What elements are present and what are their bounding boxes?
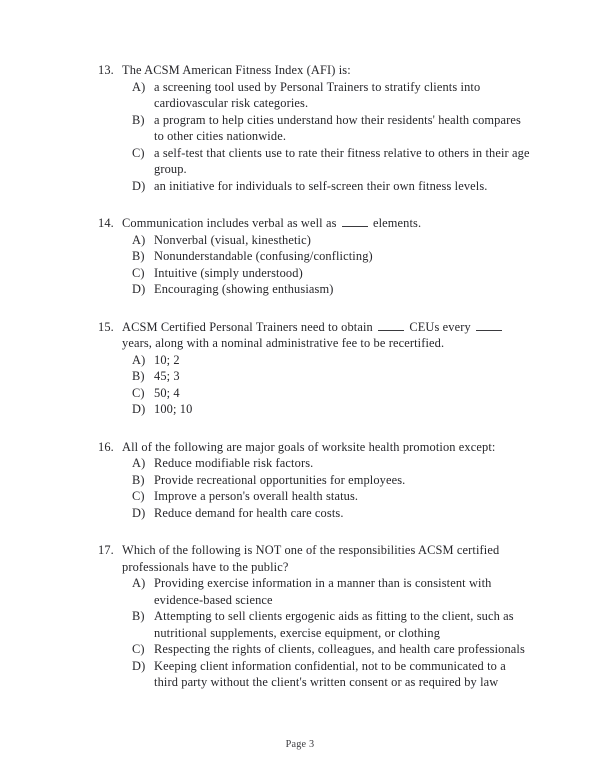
option-letter: A) — [132, 232, 146, 247]
option-letter: C) — [132, 385, 145, 400]
option-item[interactable] — [98, 608, 534, 641]
option-item[interactable] — [98, 658, 534, 691]
option-text: Provide recreational opportunities for employees. — [154, 472, 406, 487]
question-text — [122, 215, 534, 232]
option-item[interactable] — [98, 575, 534, 608]
option-item[interactable] — [98, 281, 534, 298]
option-text: Respecting the rights of clients, colleagues, and health care professionals — [154, 642, 525, 656]
question-number: 14. — [98, 216, 114, 230]
option-letter: B) — [132, 369, 145, 383]
option-text: 50; 4 — [154, 385, 180, 400]
option-text: 100; 10 — [154, 402, 193, 416]
stem-part: elements. — [369, 216, 422, 230]
question-item — [98, 542, 534, 691]
stem-part: Communication includes verbal as well as — [122, 216, 340, 230]
option-letter: A) — [132, 456, 146, 470]
option-text: Improve a person's overall health status. — [154, 489, 359, 503]
option-letter: B) — [132, 112, 145, 127]
question-number: 15. — [98, 319, 114, 334]
question-item — [98, 439, 534, 522]
question-text — [122, 319, 534, 352]
option-text: Reduce modifiable risk factors. — [154, 456, 314, 470]
option-text: Reduce demand for health care costs. — [154, 505, 344, 520]
option-text: Attempting to sell clients ergogenic aids as fitting to the client, such as nutritional supplements, exercise equipment, or clothing — [154, 609, 514, 640]
option-item[interactable] — [98, 385, 534, 402]
option-letter: C) — [132, 642, 145, 656]
option-item[interactable] — [98, 488, 534, 505]
option-letter: D) — [132, 658, 146, 673]
question-item — [98, 319, 534, 418]
option-item[interactable] — [98, 145, 534, 178]
option-text: Providing exercise information in a manner than is consistent with evidence-based science — [154, 576, 492, 607]
question-stem — [98, 319, 534, 352]
option-list — [98, 79, 534, 195]
option-item[interactable] — [98, 401, 534, 418]
option-text: a screening tool used by Personal Trainers to stratify clients into cardiovascular risk categories. — [154, 79, 481, 110]
option-list — [98, 455, 534, 521]
stem-part: ACSM Certified Personal Trainers need to obtain — [122, 319, 377, 334]
option-item[interactable] — [98, 505, 534, 522]
option-list — [98, 575, 534, 691]
option-item[interactable] — [98, 265, 534, 282]
question-item — [98, 215, 534, 298]
question-number: 17. — [98, 543, 114, 557]
option-letter: D) — [132, 505, 146, 520]
question-number: 16. — [98, 439, 114, 454]
option-list — [98, 352, 534, 418]
option-item[interactable] — [98, 248, 534, 265]
option-item[interactable] — [98, 455, 534, 472]
question-text: All of the following are major goals of worksite health promotion except: — [122, 439, 496, 454]
option-item[interactable] — [98, 472, 534, 489]
option-item[interactable] — [98, 79, 534, 112]
option-text: 10; 2 — [154, 352, 180, 367]
question-text: Which of the following is NOT one of the responsibilities ACSM certified professionals have to the public? — [122, 543, 500, 574]
option-letter: C) — [132, 145, 145, 160]
option-letter: B) — [132, 609, 145, 623]
option-item[interactable] — [98, 232, 534, 249]
option-letter: D) — [132, 402, 146, 416]
fill-in-blank — [476, 319, 502, 330]
option-letter: C) — [132, 265, 145, 280]
option-letter: A) — [132, 576, 146, 590]
option-text: a program to help cities understand how their residents' health compares to other cities nationwide. — [154, 112, 521, 143]
option-letter: B) — [132, 249, 145, 263]
option-letter: D) — [132, 178, 146, 193]
fill-in-blank — [378, 319, 404, 330]
option-text: Nonunderstandable (confusing/conflicting) — [154, 249, 373, 263]
stem-part: CEUs every — [406, 319, 474, 334]
option-text: 45; 3 — [154, 369, 180, 383]
option-text: Keeping client information confidential, not to be communicated to a third party without the client's written consent or as required by law — [154, 658, 506, 689]
question-number: 13. — [98, 63, 114, 77]
question-stem — [98, 439, 534, 456]
question-item — [98, 62, 534, 194]
option-item[interactable] — [98, 352, 534, 369]
fill-in-blank — [342, 216, 368, 227]
option-item[interactable] — [98, 368, 534, 385]
option-text: a self-test that clients use to rate their fitness relative to others in their age group. — [154, 145, 530, 176]
option-list — [98, 232, 534, 298]
option-letter: A) — [132, 352, 146, 367]
option-text: an initiative for individuals to self-screen their own fitness levels. — [154, 178, 488, 193]
option-item[interactable] — [98, 178, 534, 195]
option-letter: A) — [132, 79, 146, 94]
question-stem — [98, 62, 534, 79]
question-text: The ACSM American Fitness Index (AFI) is: — [122, 63, 351, 77]
option-text: Encouraging (showing enthusiasm) — [154, 282, 334, 296]
option-letter: C) — [132, 489, 145, 503]
page-footer: Page 3 — [285, 739, 315, 750]
question-stem — [98, 215, 534, 232]
option-text: Nonverbal (visual, kinesthetic) — [154, 232, 311, 247]
option-letter: B) — [132, 472, 145, 487]
option-item[interactable] — [98, 641, 534, 658]
option-item[interactable] — [98, 112, 534, 145]
stem-part: years, along with a nominal administrative fee to be recertified. — [122, 336, 445, 350]
option-text: Intuitive (simply understood) — [154, 265, 303, 280]
question-stem — [98, 542, 534, 575]
option-letter: D) — [132, 282, 146, 296]
